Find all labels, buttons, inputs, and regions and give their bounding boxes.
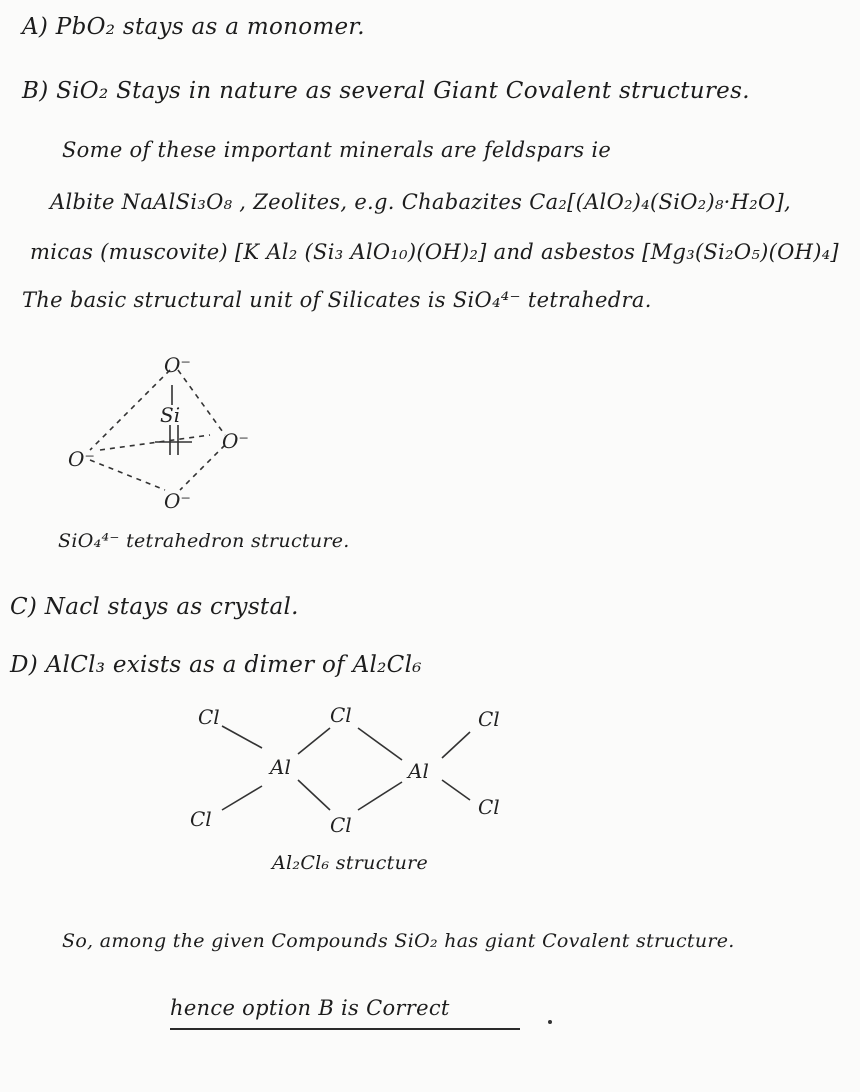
albite-line: Albite NaAlSi₃O₈ , Zeolites, e.g. Chabazites Ca₂[(AlO₂)₄(SiO₂)₈·H₂O], — [50, 190, 791, 214]
dimer-cl-bridge-top: Cl — [330, 703, 352, 727]
option-b-text: B) SiO₂ Stays in nature as several Giant Covalent structures. — [22, 78, 750, 104]
dimer-al-left: Al — [270, 755, 291, 779]
answer-underline — [170, 1028, 520, 1030]
dimer-cl-bl: Cl — [190, 807, 212, 831]
bond-tr — [442, 732, 470, 758]
bond-br — [442, 780, 470, 800]
dimer-al-right: Al — [408, 759, 429, 783]
tetra-right-o: O⁻ — [222, 429, 249, 453]
edge-top-left — [90, 370, 170, 450]
edge-top-right — [178, 370, 225, 435]
bond-bridge-bottom-al — [358, 782, 402, 810]
minerals-line: Some of these important minerals are feldspars ie — [62, 138, 612, 162]
bond-tl — [222, 726, 262, 748]
bond-bl — [222, 786, 262, 810]
bond-al-bridge-bottom — [298, 780, 330, 810]
option-c-text: C) Nacl stays as crystal. — [10, 594, 299, 620]
dimer-caption: Al₂Cl₆ structure — [272, 852, 429, 874]
option-a-text: A) PbO₂ stays as a monomer. — [22, 14, 365, 40]
option-d-text: D) AlCl₃ exists as a dimer of Al₂Cl₆ — [10, 652, 422, 678]
answer-dot — [548, 1020, 552, 1024]
dimer-cl-bridge-bottom: Cl — [330, 813, 352, 837]
bond-bridge-top-al — [358, 728, 402, 760]
dimer-cl-br: Cl — [478, 795, 500, 819]
tetra-bottom-o: O⁻ — [164, 489, 191, 513]
bond-al-bridge-top — [298, 728, 330, 754]
dimer-cl-tr: Cl — [478, 707, 500, 731]
basic-unit-line: The basic structural unit of Silicates is SiO₄⁴⁻ tetrahedra. — [22, 288, 652, 312]
tetra-left-o: O⁻ — [68, 447, 95, 471]
answer-text: hence option B is Correct — [170, 996, 450, 1020]
conclusion-text: So, among the given Compounds SiO₂ has giant Covalent structure. — [62, 930, 735, 952]
tetra-top-o: O⁻ — [164, 353, 191, 377]
edge-left-bottom — [90, 460, 165, 490]
tetra-si: Si — [160, 403, 181, 427]
tetrahedron-diagram — [60, 350, 300, 520]
edge-right-bottom — [180, 445, 225, 490]
tetra-caption: SiO₄⁴⁻ tetrahedron structure. — [58, 530, 350, 552]
micas-line: micas (muscovite) [K Al₂ (Si₃ AlO₁₀)(OH)₂] and asbestos [Mg₃(Si₂O₅)(OH)₄] — [30, 240, 839, 264]
dimer-diagram — [180, 690, 540, 850]
dimer-cl-tl: Cl — [198, 705, 220, 729]
